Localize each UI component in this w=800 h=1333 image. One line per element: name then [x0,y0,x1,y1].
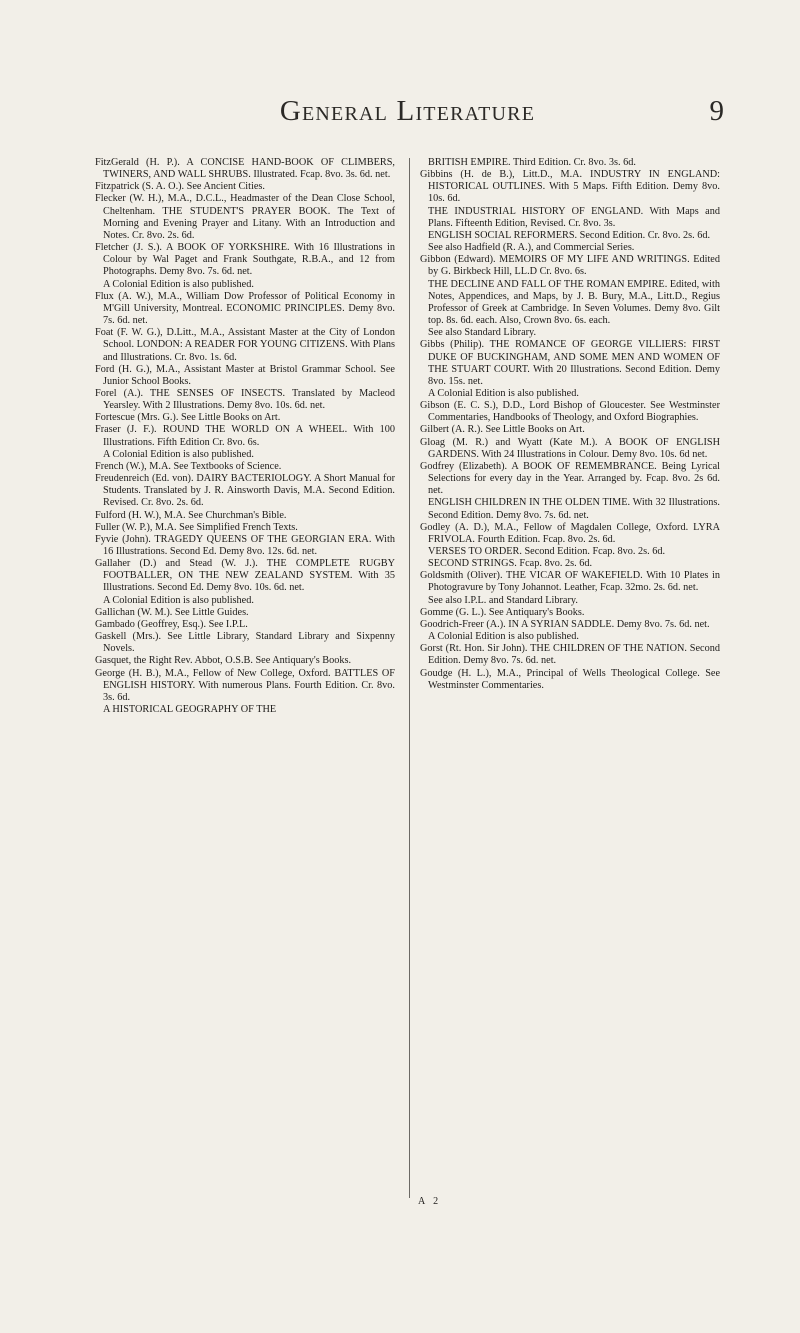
page-title: General Literature [279,95,536,127]
catalogue-entry: Gorst (Rt. Hon. Sir John). THE CHILDREN OF THE NATION. Second Edition. Demy 8vo. 7s. 6d. net. [420,643,720,667]
catalogue-entry: ENGLISH SOCIAL REFORMERS. Second Edition. Cr. 8vo. 2s. 6d. [428,229,711,241]
catalogue-entry: See also Standard Library. [428,327,537,339]
catalogue-entry: Gallichan (W. M.). See Little Guides. [95,606,249,618]
catalogue-entry: Gambado (Geoffrey, Esq.). See I.P.L. [95,618,248,630]
catalogue-entry: Fitzpatrick (S. A. O.). See Ancient Cities. [95,181,265,193]
catalogue-entry: VERSES TO ORDER. Second Edition. Fcap. 8vo. 2s. 6d. [428,546,666,557]
catalogue-entry: Godley (A. D.), M.A., Fellow of Magdalen College, Oxford. LYRA FRIVOLA. Fourth Edition. Fcap. 8vo. 2s. 6d. [420,521,720,545]
catalogue-entry: Fraser (J. F.). ROUND THE WORLD ON A WHEEL. With 100 Illustrations. Fifth Edition Cr. 8vo. 6s. [95,424,395,448]
running-header [95,95,724,135]
catalogue-entry: Gibson (E. C. S.), D.D., Lord Bishop of Gloucester. See Westminster Commentaries, Handbooks of Theology, and Oxford Biographies. [420,400,720,424]
catalogue-entry: French (W.), M.A. See Textbooks of Science. [95,460,282,472]
catalogue-entry: A HISTORICAL GEOGRAPHY OF THE [103,704,277,716]
catalogue-entry: Gasquet, the Right Rev. Abbot, O.S.B. See Antiquary's Books. [95,655,352,667]
catalogue-entry: THE INDUSTRIAL HISTORY OF ENGLAND. With Maps and Plans. Fifteenth Edition, Revised. Cr. 8vo. 3s. [428,205,720,229]
catalogue-entry: Fortescue (Mrs. G.). See Little Books on Art. [95,412,281,424]
catalogue-entry: A Colonial Edition is also published. [428,631,579,643]
left-column [95,157,395,716]
catalogue-entry: Gilbert (A. R.). See Little Books on Art. [420,424,585,436]
catalogue-entry: Freudenreich (Ed. von). DAIRY BACTERIOLOGY. A Short Manual for Students. Translated by J. R. Ainsworth Davis, M.A. Second Edition. Revised. Cr. 8vo. 2s. 6d. [95,473,395,509]
catalogue-entry: Flux (A. W.), M.A., William Dow Professor of Political Economy in M'Gill University, Montreal. ECONOMIC PRINCIPLES. Demy 8vo. 7s. 6d. net. [95,290,395,327]
column-divider [409,158,410,1198]
page-number: 9 [709,95,724,127]
catalogue-entry: Gomme (G. L.). See Antiquary's Books. [420,606,585,618]
signature-mark: A 2 [418,1196,442,1207]
catalogue-entry: A Colonial Edition is also published. [103,278,254,290]
catalogue-entry: A Colonial Edition is also published. [428,387,579,399]
catalogue-entry: Gibbins (H. de B.), Litt.D., M.A. INDUSTRY IN ENGLAND: HISTORICAL OUTLINES. With 5 Maps. Fifth Edition. Demy 8vo. 10s. 6d. [420,169,720,205]
catalogue-entry: A Colonial Edition is also published. [103,594,254,606]
catalogue-entry: Gibbon (Edward). MEMOIRS OF MY LIFE AND WRITINGS. Edited by G. Birkbeck Hill, LL.D Cr. 8vo. 6s. [420,254,720,278]
catalogue-entry: A Colonial Edition is also published. [103,448,254,460]
catalogue-entry: Fletcher (J. S.). A BOOK OF YORKSHIRE. With 16 Illustrations in Colour by Wal Paget and Frank Southgate, R.B.A., and 12 from Photographs. Demy 8vo. 7s. 6d. net. [95,242,395,278]
catalogue-entry: Forel (A.). THE SENSES OF INSECTS. Translated by Macleod Yearsley. With 2 Illustrations. Demy 8vo. 10s. 6d. net. [95,387,395,412]
right-column [420,157,720,692]
catalogue-entry: George (H. B.), M.A., Fellow of New College, Oxford. BATTLES OF ENGLISH HISTORY. With numerous Plans. Fourth Edition. Cr. 8vo. 3s. 6d. [95,667,395,703]
catalogue-entry: Gallaher (D.) and Stead (W. J.). THE COMPLETE RUGBY FOOTBALLER, ON THE NEW ZEALAND SYSTEM. With 35 Illustrations. Second Ed. Demy 8vo. 10s. 6d. net. [95,558,395,594]
catalogue-entry: Goodrich-Freer (A.). IN A SYRIAN SADDLE. Demy 8vo. 7s. 6d. net. [420,618,710,630]
catalogue-entry: Gaskell (Mrs.). See Little Library, Standard Library and Sixpenny Novels. [95,631,395,655]
catalogue-entry: Fulford (H. W.), M.A. See Churchman's Bible. [95,509,287,521]
catalogue-entry: Flecker (W. H.), M.A., D.C.L., Headmaster of the Dean Close School, Cheltenham. THE STUDENT'S PRAYER BOOK. The Text of Morning and Evening Prayer and Litany. With an Introduction and Notes. Cr. 8vo. 2s. 6d. [95,193,395,241]
catalogue-entry: See also Hadfield (R. A.), and Commercial Series. [428,242,635,254]
catalogue-entry: Fyvie (John). TRAGEDY QUEENS OF THE GEORGIAN ERA. With 16 Illustrations. Second Ed. Demy 8vo. 12s. 6d. net. [95,533,395,557]
catalogue-entry: See also I.P.L. and Standard Library. [428,594,578,606]
catalogue-entry: Godfrey (Elizabeth). A BOOK OF REMEMBRANCE. Being Lyrical Selections for every day in the Year. Arranged by. Fcap. 8vo. 2s 6d. net. [420,460,720,497]
catalogue-entry: BRITISH EMPIRE. Third Edition. Cr. 8vo. 3s. 6d. [428,157,636,168]
catalogue-entry: Ford (H. G.), M.A., Assistant Master at Bristol Grammar School. See Junior School Books. [95,363,395,387]
catalogue-entry: Fuller (W. P.), M.A. See Simplified French Texts. [95,521,298,533]
catalogue-entry: Foat (F. W. G.), D.Litt., M.A., Assistant Master at the City of London School. LONDON: A READER FOR YOUNG CITIZENS. With Plans and Illustrations. Cr. 8vo. 1s. 6d. [95,327,395,363]
catalogue-entry: Goldsmith (Oliver). THE VICAR OF WAKEFIELD. With 10 Plates in Photogravure by Tony Johannot. Leather, Fcap. 32mo. 2s. 6d. net. [420,570,720,594]
catalogue-entry: SECOND STRINGS. Fcap. 8vo. 2s. 6d. [428,558,593,570]
catalogue-entry: ENGLISH CHILDREN IN THE OLDEN TIME. With 32 Illustrations. Second Edition. Demy 8vo. 7s. 6d. net. [428,497,720,521]
catalogue-entry: FitzGerald (H. P.). A CONCISE HAND-BOOK OF CLIMBERS, TWINERS, AND WALL SHRUBS. Illustrated. Fcap. 8vo. 3s. 6d. net. [95,157,395,181]
catalogue-entry: Goudge (H. L.), M.A., Principal of Wells Theological College. See Westminster Commentaries. [420,667,720,691]
catalogue-entry: THE DECLINE AND FALL OF THE ROMAN EMPIRE. Edited, with Notes, Appendices, and Maps, by J. B. Bury, M.A., Litt.D., Regius Professor of Greek at Cambridge. In Seven Volumes. Demy 8vo. Gilt top. 8s. 6d. each. Also, Crown 8vo. 6s. each. [428,278,720,327]
catalogue-entry: Gloag (M. R.) and Wyatt (Kate M.). A BOOK OF ENGLISH GARDENS. With 24 Illustrations in Colour. Demy 8vo. 10s. 6d net. [420,436,720,460]
catalogue-entry: Gibbs (Philip). THE ROMANCE OF GEORGE VILLIERS: FIRST DUKE OF BUCKINGHAM, AND SOME MEN AND WOMEN OF THE STUART COURT. With 20 Illustrations. Second Edition. Demy 8vo. 15s. net. [420,339,720,387]
